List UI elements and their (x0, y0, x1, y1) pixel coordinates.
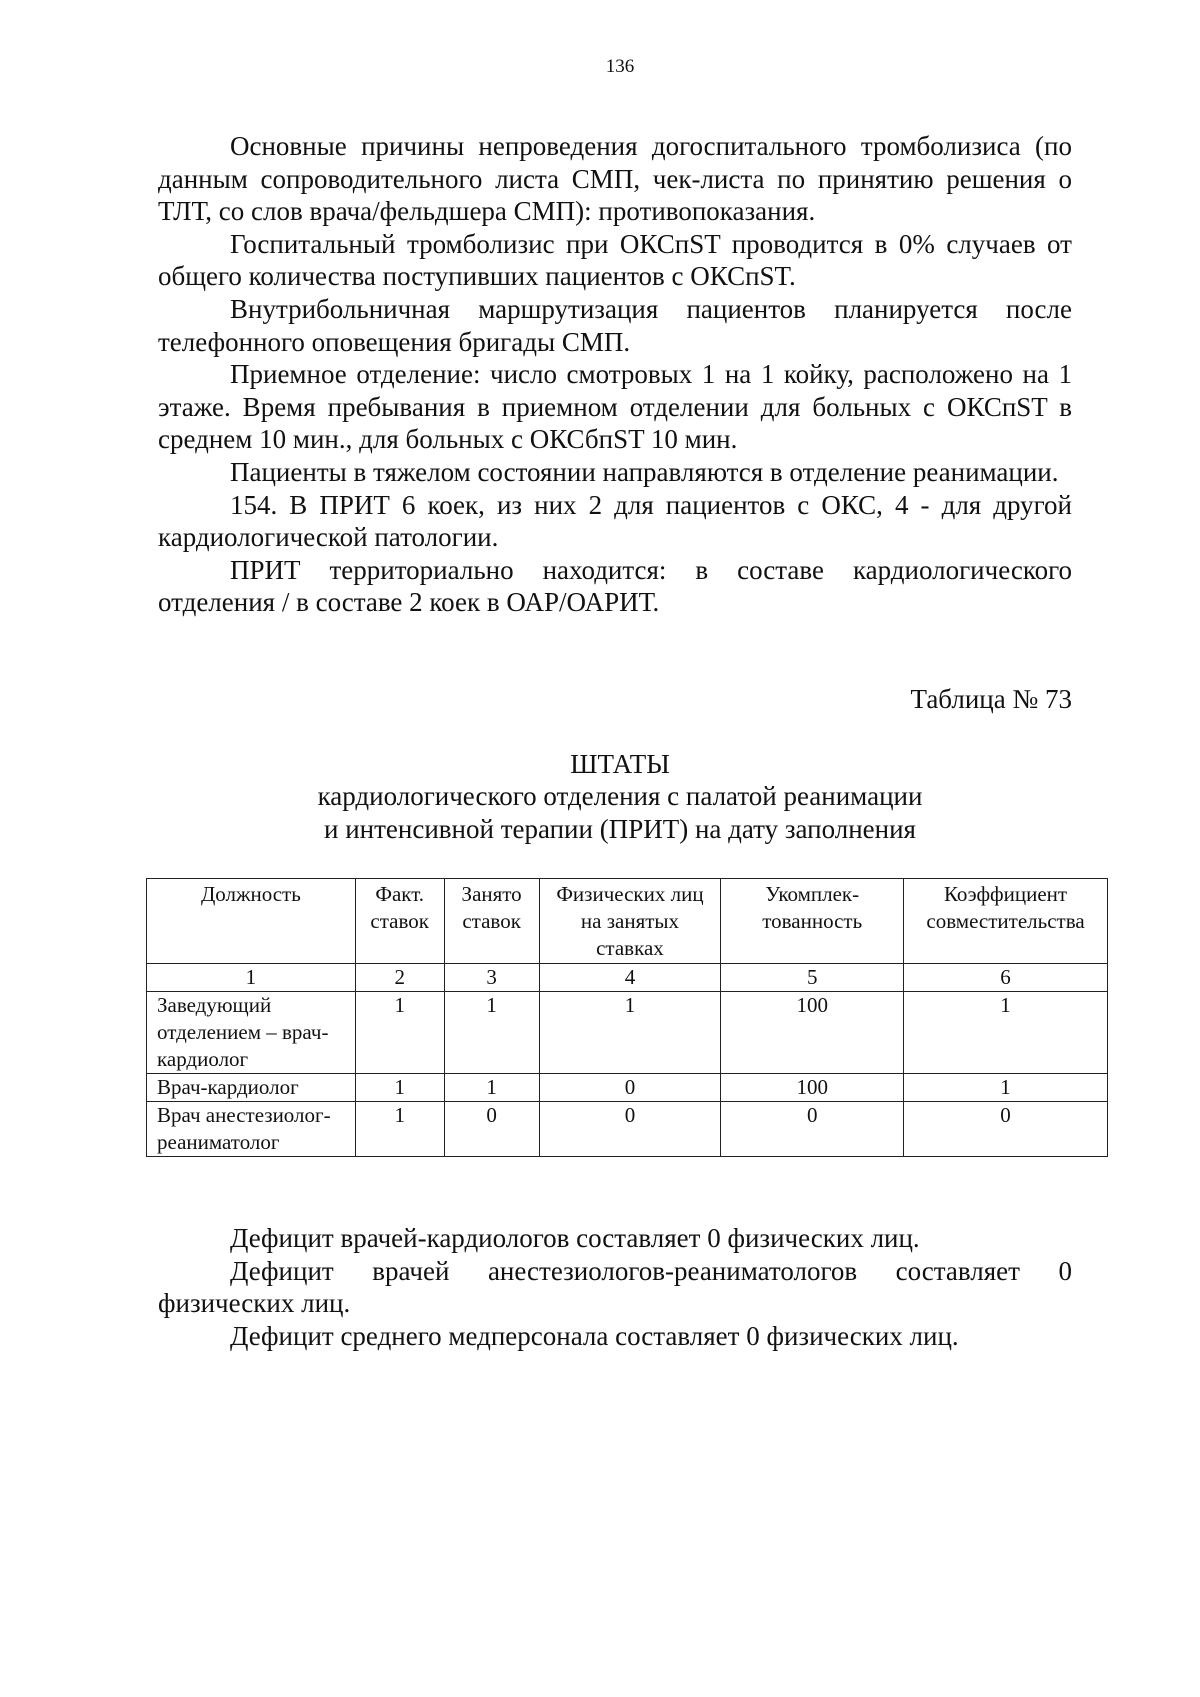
table-title: ШТАТЫ (570, 749, 670, 779)
table-cell: 1 (444, 1074, 539, 1102)
column-number: 1 (147, 964, 356, 992)
column-header: Коэффициент совместительства (904, 879, 1108, 964)
deficit-text (158, 1222, 1072, 1352)
paragraph: Госпитальный тромболизис при ОКСпST проводится в 0% случаев от общего количества поступивших пациентов с ОКСпST. (158, 228, 1072, 292)
column-number: 2 (355, 964, 444, 992)
table-cell: 1 (355, 992, 444, 1074)
table-cell: Заведующий отделением – врач-кардиолог (147, 992, 356, 1074)
column-header: Должность (147, 879, 356, 964)
table-row (147, 1074, 1108, 1102)
table-cell: 0 (721, 1102, 904, 1157)
column-header: Факт. ставок (355, 879, 444, 964)
paragraph: Дефицит врачей анестезиологов-реаниматологов составляет 0 физических лиц. (158, 1255, 1072, 1319)
table-cell: 100 (721, 1074, 904, 1102)
column-header: Укомплек-тованность (721, 879, 904, 964)
table-cell: 1 (904, 992, 1108, 1074)
table-cell: 0 (539, 1102, 721, 1157)
table-cell: 0 (539, 1074, 721, 1102)
table-cell: 1 (444, 992, 539, 1074)
paragraph: Основные причины непроведения догоспитального тромболизиса (по данным сопроводительного листа СМП, чек-листа по принятию решения о ТЛТ, со слов врача/фельдшера СМП): противопоказания. (158, 131, 1072, 227)
paragraph: Внутрибольничная маршрутизация пациентов планируется после телефонного оповещения бригады СМП. (158, 293, 1072, 357)
column-number: 5 (721, 964, 904, 992)
column-header: Физических лиц на занятых ставках (539, 879, 721, 964)
body-text (158, 130, 1072, 619)
column-number: 4 (539, 964, 721, 992)
paragraph: Приемное отделение: число смотровых 1 на 1 койку, расположено на 1 этаже. Время пребывания в приемном отделении для больных с ОКСпST в среднем 10 мин., для больных с ОКСбпST 10 мин. (158, 359, 1072, 455)
table-cell: 100 (721, 992, 904, 1074)
paragraph: Пациенты в тяжелом состоянии направляются в отделение реанимации. (230, 456, 1059, 487)
page-number: 136 (605, 56, 635, 77)
table-cell: 1 (539, 992, 721, 1074)
paragraph: 154. В ПРИТ 6 коек, из них 2 для пациентов с ОКС, 4 - для другой кардиологической патологии. (158, 489, 1072, 553)
staff-table (146, 878, 1108, 1157)
column-header: Занято ставок (444, 879, 539, 964)
column-number-row (147, 964, 1108, 992)
table-cell: 1 (904, 1074, 1108, 1102)
paragraph: ПРИТ территориально находится: в составе кардиологического отделения / в составе 2 коек в ОАР/ОАРИТ. (158, 554, 1072, 618)
paragraph: Дефицит среднего медперсонала составляет 0 физических лиц. (230, 1320, 959, 1351)
table-cell: Врач-кардиолог (147, 1074, 356, 1102)
column-number: 3 (444, 964, 539, 992)
table-cell: Врач анестезиолог-реаниматолог (147, 1102, 356, 1157)
table-row (147, 1102, 1108, 1157)
table-number: Таблица № 73 (910, 684, 1072, 714)
table-row (147, 992, 1108, 1074)
column-number: 6 (904, 964, 1108, 992)
table-cell: 1 (355, 1074, 444, 1102)
table-header-row (147, 879, 1108, 964)
paragraph: Дефицит врачей-кардиологов составляет 0 физических лиц. (230, 1223, 920, 1253)
table-subtitle-line1: кардиологического отделения с палатой реанимации (317, 781, 923, 811)
table-subtitle-line2: и интенсивной терапии (ПРИТ) на дату заполнения (324, 814, 916, 844)
table-cell: 0 (904, 1102, 1108, 1157)
table-cell: 0 (444, 1102, 539, 1157)
table-cell: 1 (355, 1102, 444, 1157)
